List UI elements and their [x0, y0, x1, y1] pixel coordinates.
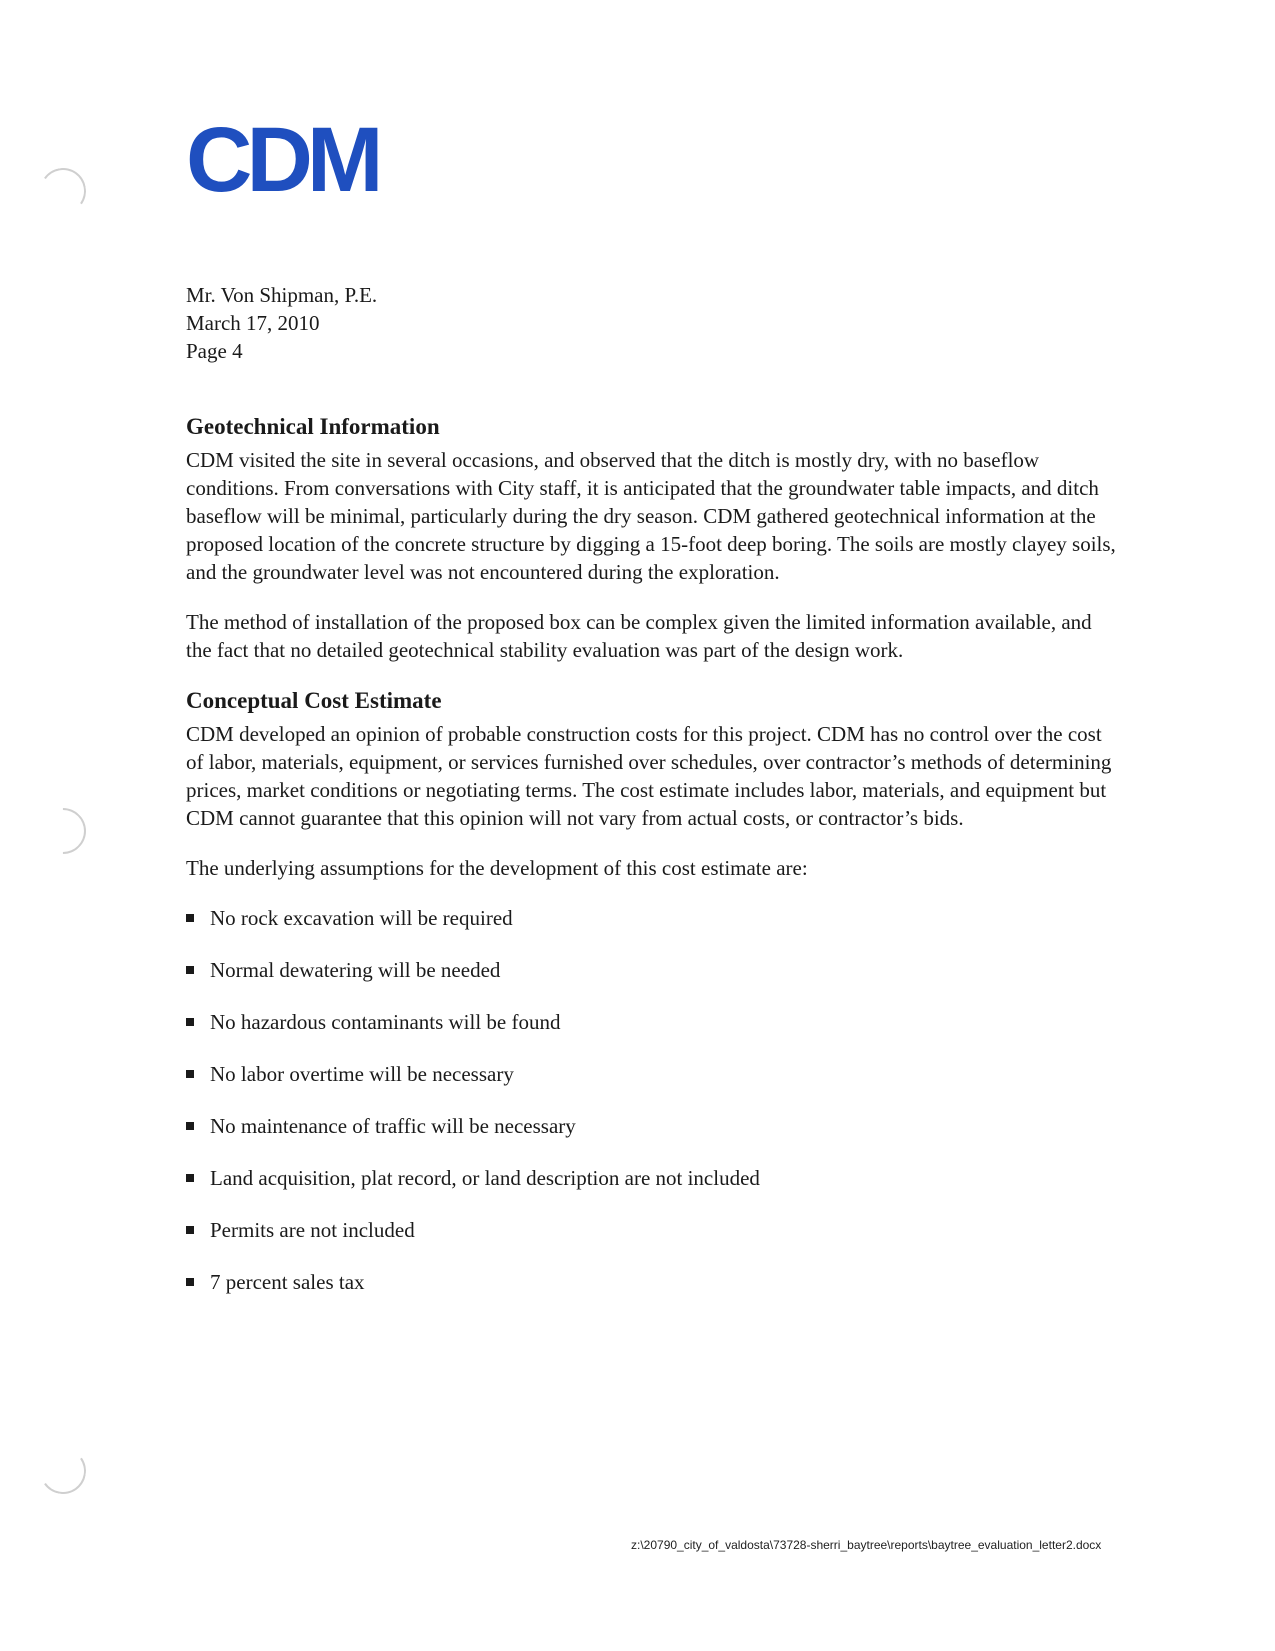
list-item [186, 904, 1116, 956]
section-heading: Geotechnical Information [186, 414, 440, 439]
list-item-text: Normal dewatering will be needed [210, 958, 501, 982]
square-bullet-icon [186, 1018, 194, 1026]
section-heading: Conceptual Cost Estimate [186, 688, 442, 713]
letter-header [186, 281, 377, 365]
footer-file-path: z:\20790_city_of_valdosta\73728-sherri_baytree\reports\baytree_evaluation_letter2.docx [631, 1538, 1102, 1552]
list-item [186, 1164, 1116, 1216]
letter-date: March 17, 2010 [186, 311, 320, 335]
list-item [186, 956, 1116, 1008]
paragraph: The underlying assumptions for the development of this cost estimate are: [186, 856, 808, 880]
list-item [186, 1216, 1116, 1268]
square-bullet-icon [186, 914, 194, 922]
square-bullet-icon [186, 1122, 194, 1130]
list-item-text: No hazardous contaminants will be found [210, 1010, 561, 1034]
list-item-text: Land acquisition, plat record, or land description are not included [210, 1166, 760, 1190]
punch-hole-top [36, 164, 89, 217]
square-bullet-icon [186, 1226, 194, 1234]
square-bullet-icon [186, 1278, 194, 1286]
list-item [186, 1008, 1116, 1060]
list-item [186, 1112, 1116, 1164]
square-bullet-icon [186, 966, 194, 974]
punch-hole-bottom [36, 1444, 89, 1497]
square-bullet-icon [186, 1070, 194, 1078]
cdm-logo: CDM [186, 109, 378, 211]
paragraph: CDM developed an opinion of probable construction costs for this project. CDM has no control over the cost of labor, materials, equipment, or services furnished over schedules, over contractor’s methods of determining prices, market conditions or negotiating terms. The cost estimate includes labor, materials, and equipment but CDM cannot guarantee that this opinion will not vary from actual costs, or contractor’s bids. [186, 722, 1112, 830]
letter-body [186, 412, 1116, 1320]
recipient-name: Mr. Von Shipman, P.E. [186, 283, 378, 307]
paragraph: CDM visited the site in several occasions, and observed that the ditch is mostly dry, with no baseflow conditions. From conversations with City staff, it is anticipated that the groundwater table impacts, and ditch baseflow will be minimal, particularly during the dry season. CDM gathered geotechnical information at the proposed location of the concrete structure by digging a 15-foot deep boring. The soils are mostly clayey soils, and the groundwater level was not encountered during the exploration. [186, 448, 1116, 584]
list-item-text: 7 percent sales tax [210, 1270, 365, 1294]
punch-hole-middle [30, 798, 95, 863]
section-geotechnical [186, 412, 1116, 664]
list-item [186, 1060, 1116, 1112]
list-item-text: No maintenance of traffic will be necessary [210, 1114, 576, 1138]
assumptions-list [186, 904, 1116, 1320]
list-item-text: Permits are not included [210, 1218, 415, 1242]
square-bullet-icon [186, 1174, 194, 1182]
list-item-text: No labor overtime will be necessary [210, 1062, 514, 1086]
section-cost-estimate [186, 686, 1116, 882]
paragraph: The method of installation of the proposed box can be complex given the limited information available, and the fact that no detailed geotechnical stability evaluation was part of the design work. [186, 610, 1092, 662]
list-item-text: No rock excavation will be required [210, 906, 513, 930]
list-item [186, 1268, 1116, 1320]
page-number: Page 4 [186, 339, 243, 363]
